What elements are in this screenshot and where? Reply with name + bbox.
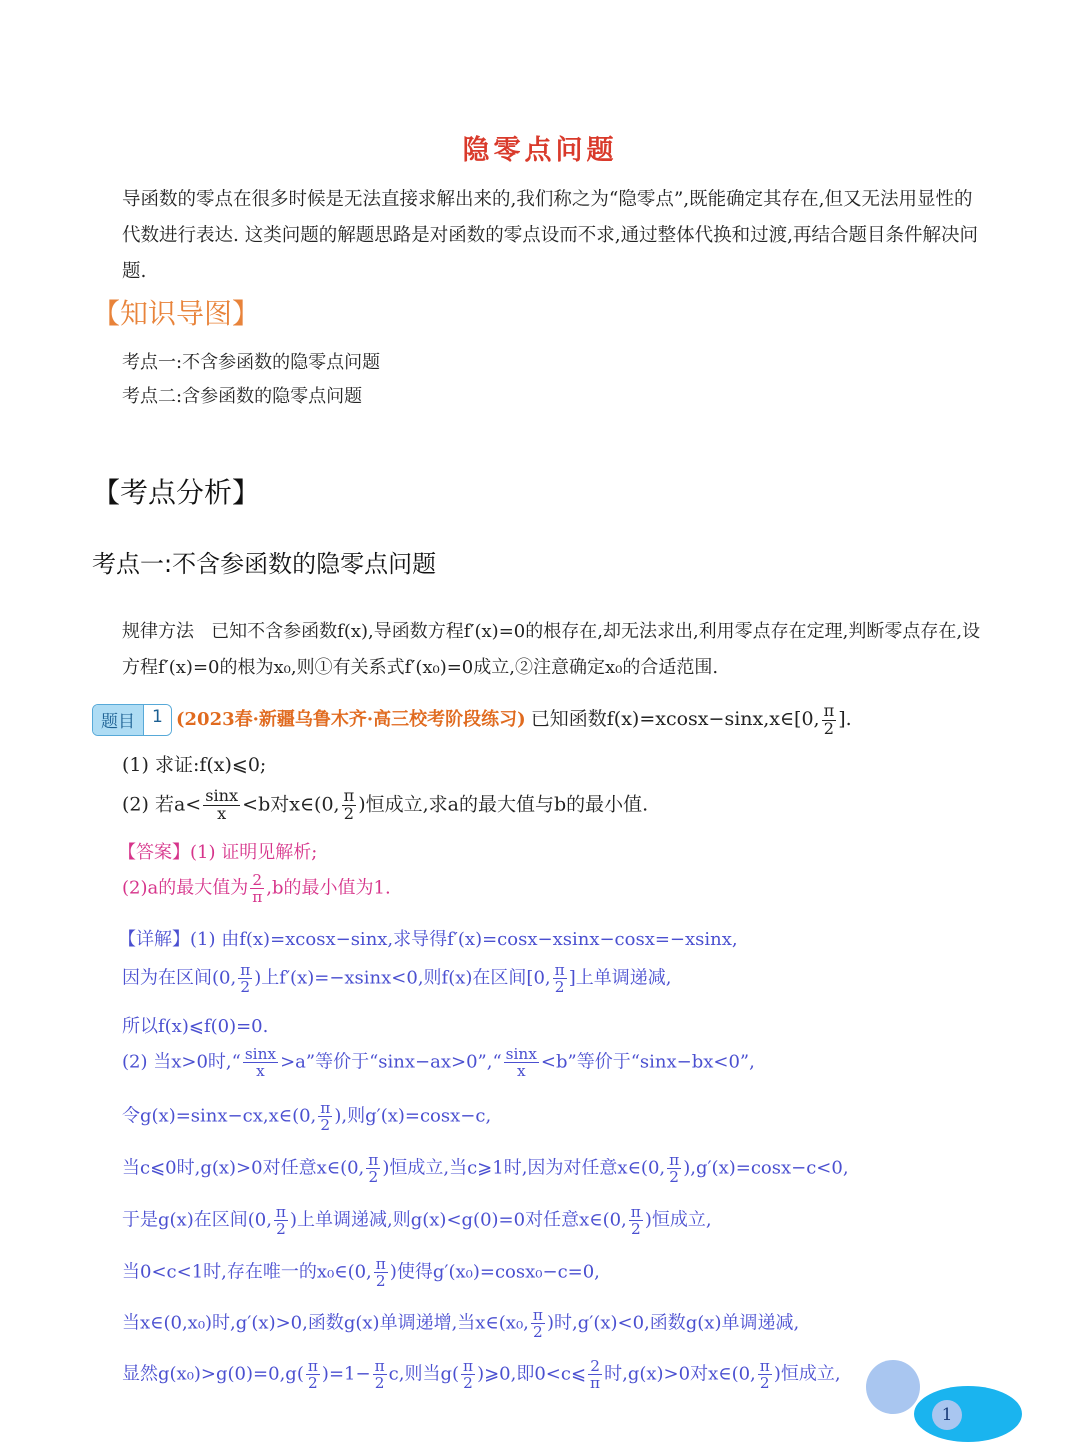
page-title: 隐零点问题 xyxy=(462,135,618,166)
detail-line-10: 显然g(x₀)>g(0)=0,g( $\frac{\pi}{2}$ )=1− $\frac{\pi}{2}$ c,则当g( $\frac{\pi}{2}$ )⩾0,即0<c⩽ $\frac{2}{\pi}$ 时,g(x)>0对x∈(0, $\frac{\pi}{2}$ )恒成立, xyxy=(122,1357,841,1393)
answer-line-1: 【答案】(1) 证明见解析; xyxy=(118,842,318,863)
problem-tag-number: 1 xyxy=(143,705,171,735)
toc-item-2: 考点二:含参函数的隐零点问题 xyxy=(122,386,363,407)
interval-close: ]. xyxy=(838,707,852,730)
interval-open: [0, xyxy=(794,707,820,730)
answer-line-2: (2)a的最大值为 $\frac{2}{\pi}$ ,b的最小值为1. xyxy=(122,871,391,907)
decorative-circle-left xyxy=(866,1360,920,1414)
detail-line-4: (2) 当x>0时,“ $\frac{\sin x}{x}$ >a”等价于“sinx−ax>0”,“ $\frac{\sin x}{x}$ <b”等价于“sinx−bx<0”, xyxy=(122,1045,755,1081)
section-heading: 考点一:不含参函数的隐零点问题 xyxy=(92,550,437,578)
detail-line-3: 所以f(x)⩽f(0)=0. xyxy=(122,1016,269,1037)
decorative-circle-right xyxy=(914,1386,1022,1442)
problem-source: (2023春·新疆乌鲁木齐·高三校考阶段练习) xyxy=(176,708,526,730)
method-label: 规律方法 xyxy=(122,621,194,642)
fraction-sinx-over-x: $\frac{\sin x}{x}$ xyxy=(205,786,239,823)
fraction-pi-over-2: $\frac{\pi}{2}$ xyxy=(823,701,835,738)
intro-paragraph: 导函数的零点在很多时候是无法直接求解出来的,我们称之为“隐零点”,既能确定其存在,但又无法用显性的代数进行表达. 这类问题的解题思路是对函数的零点设而不求,通过整体代换和过渡,再结合题目条件解决问题. xyxy=(122,189,979,282)
detail-line-8: 当0<c<1时,存在唯一的x₀∈(0, $\frac{\pi}{2}$ )使得g′(x₀)=cosx₀−c=0, xyxy=(122,1255,600,1291)
problem-tag-label: 题目 xyxy=(93,705,143,735)
problem-stem: 已知函数f(x)=xcosx−sinx,x∈ xyxy=(530,707,795,730)
detail-line-2: 因为在区间(0, $\frac{\pi}{2}$ )上f′(x)=−xsinx<0,则f(x)在区间[0, $\frac{\pi}{2}$ ]上单调递减, xyxy=(122,961,672,997)
problem-tag xyxy=(92,704,172,736)
detail-label: 【详解】 xyxy=(118,929,190,950)
fraction-2-over-pi: $\frac{2}{\pi}$ xyxy=(252,871,263,907)
answer-label: 【答案】 xyxy=(118,842,190,863)
detail-line-1: 【详解】(1) 由f(x)=xcosx−sinx,求导得f′(x)=cosx−xsinx−cosx=−xsinx, xyxy=(118,929,738,950)
detail-line-7: 于是g(x)在区间(0, $\frac{\pi}{2}$ )上单调递减,则g(x)<g(0)=0对任意x∈(0, $\frac{\pi}{2}$ )恒成立, xyxy=(122,1203,712,1239)
toc-item-1: 考点一:不含参函数的隐零点问题 xyxy=(122,352,381,373)
method-paragraph xyxy=(122,614,992,686)
problem-part-1: (1) 求证:f(x)⩽0; xyxy=(122,754,267,776)
method-text: 已知不含参函数f(x),导函数方程f′(x)=0的根存在,却无法求出,利用零点存在定理,判断零点存在,设方程f′(x)=0的根为x₀,则①有关系式f′(x₀)=0成立,②注意确定x₀的合适范围. xyxy=(122,621,981,678)
detail-line-5: 令g(x)=sinx−cx,x∈(0, $\frac{\pi}{2}$ ),则g′(x)=cosx−c, xyxy=(122,1099,492,1135)
problem-stem-line xyxy=(176,703,852,738)
problem-part-2: (2) 若a< $\frac{\sin x}{x}$ <b对x∈(0, $\frac{\pi}{2}$ )恒成立,求a的最大值与b的最小值. xyxy=(122,786,649,823)
detail-line-6: 当c⩽0时,g(x)>0对任意x∈(0, $\frac{\pi}{2}$ )恒成立,当c⩾1时,因为对任意x∈(0, $\frac{\pi}{2}$ ),g′(x)=cosx−c<0, xyxy=(122,1151,849,1187)
detail-line-9: 当x∈(0,x₀)时,g′(x)>0,函数g(x)单调递增,当x∈(x₀, $\frac{\pi}{2}$ )时,g′(x)<0,函数g(x)单调递减, xyxy=(122,1306,800,1342)
knowledge-heading: 【知识导图】 xyxy=(92,297,261,330)
page-number: 1 xyxy=(932,1400,962,1430)
analysis-heading: 【考点分析】 xyxy=(92,476,261,509)
